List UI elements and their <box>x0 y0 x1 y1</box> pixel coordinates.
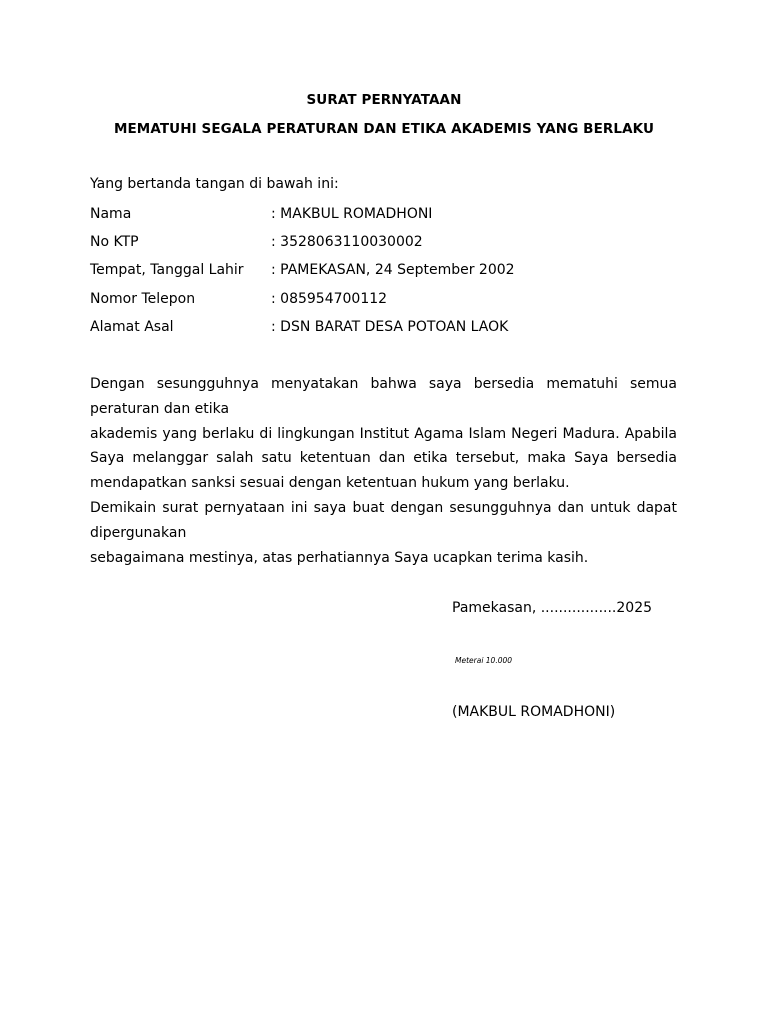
intro-line: Yang bertanda tangan di bawah ini: <box>90 176 339 192</box>
field-row-nomor-telepon <box>90 289 690 317</box>
field-row-no-ktp <box>90 232 690 260</box>
field-label: Nomor Telepon <box>90 290 196 307</box>
place-date-line: Pamekasan, .................2025 <box>452 600 653 616</box>
field-label: No KTP <box>90 234 139 251</box>
signer-name: (MAKBUL ROMADHONI) <box>452 704 616 720</box>
field-value: : MAKBUL ROMADHONI <box>271 206 433 222</box>
statement-paragraph: Dengan sesungguhnya menyatakan bahwa saya bersedia mematuhi semua peraturan dan etika <box>90 376 677 417</box>
field-label: Alamat Asal <box>90 318 174 335</box>
field-row-tempat-tanggal-lahir <box>90 260 690 288</box>
document-title: SURAT PERNYATAAN <box>306 92 462 108</box>
field-value: : 085954700112 <box>271 290 388 307</box>
identity-fields <box>90 204 690 345</box>
field-row-alamat-asal <box>90 317 690 345</box>
statement-paragraph: akademis yang berlaku di lingkungan Institut Agama Islam Negeri Madura. Apabila Saya melanggar salah satu ketentuan dan etika tersebut, maka Saya bersedia mendapatkan sanksi sesuai dengan ketentuan hukum yang berlaku. <box>90 425 677 492</box>
statement-body <box>90 372 677 570</box>
field-value: : 3528063110030002 <box>271 234 423 251</box>
document-subtitle: MEMATUHI SEGALA PERATURAN DAN ETIKA AKADEMIS YANG BERLAKU <box>113 121 655 137</box>
field-row-nama <box>90 204 690 232</box>
field-label: Tempat, Tanggal Lahir <box>90 262 244 279</box>
field-value: : DSN BARAT DESA POTOAN LAOK <box>271 318 509 335</box>
statement-paragraph: Demikain surat pernyataan ini saya buat dengan sesungguhnya dan untuk dapat dipergunakan <box>90 499 677 541</box>
statement-paragraph: sebagaimana mestinya, atas perhatiannya Saya ucapkan terima kasih. <box>90 549 589 566</box>
field-label: Nama <box>90 206 132 222</box>
field-value: : PAMEKASAN, 24 September 2002 <box>271 262 515 279</box>
materai-note: Meterai 10.000 <box>455 656 513 665</box>
